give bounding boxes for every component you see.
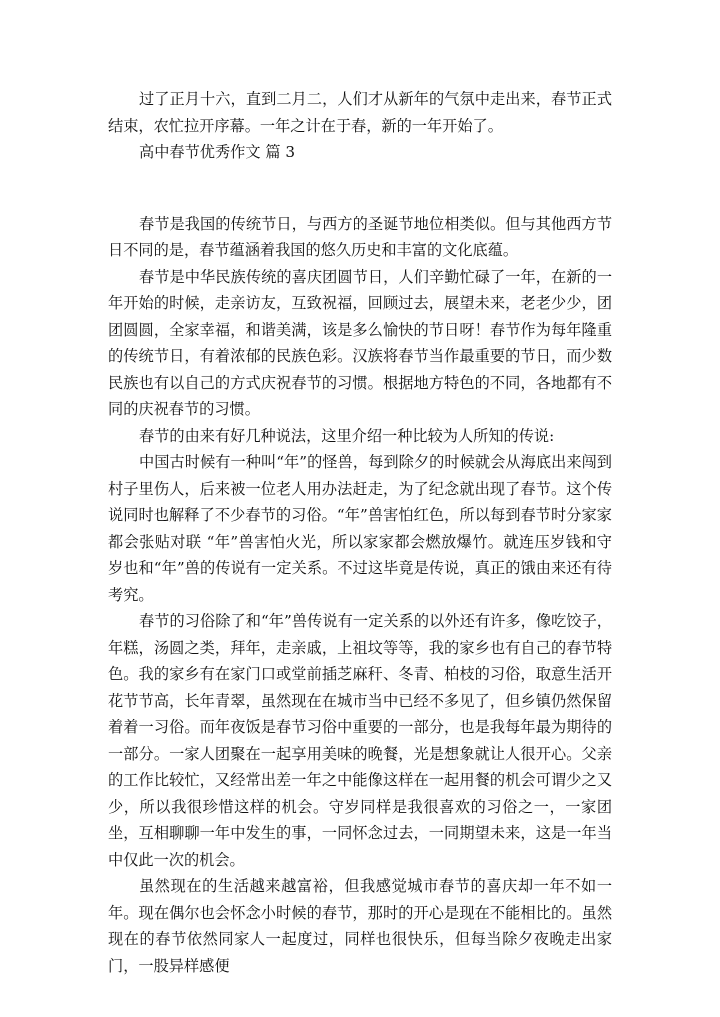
paragraph-6: 虽然现在的生活越来越富裕，但我感觉城市春节的喜庆却一年不如一年。现在偶尔也会怀念小时候的春节，那时的开心是现在不能相比的。虽然现在的春节依然同家人一起度过，同样也很快乐，但每当除夕夜晚走出家门，一股异样感便 — [108, 877, 612, 975]
section-spacer — [108, 166, 612, 211]
document-body — [108, 86, 612, 979]
paragraph-5: 春节的习俗除了和“年”兽传说有一定关系的以外还有许多，像吃饺子，年糕，汤圆之类，拜年，走亲戚，上祖坟等等，我的家乡也有自己的春节特色。我的家乡有在家门口或堂前插芝麻秆、冬青、柏枝的习俗，取意生活开花节节高，长年青翠，虽然现在在城市当中已经不多见了，但乡镇仍然保留着着一习俗。而年夜饭是春节习俗中重要的一部分，也是我每年最为期待的一部分。一家人团聚在一起享用美味的晚餐，光是想象就让人很开心。父亲的工作比较忙，又经常出差一年之中能像这样在一起用餐的机会可谓少之又少，所以我很珍惜这样的机会。守岁同样是我很喜欢的习俗之一，一家团坐，互相聊聊一年中发生的事，一同怀念过去，一同期望未来，这是一年当中仅此一次的机会。 — [108, 612, 612, 869]
paragraph-3: 春节的由来有好几种说法，这里介绍一种比较为人所知的传说: — [139, 426, 555, 445]
paragraph-intro: 过了正月十六，直到二月二，人们才从新年的气氛中走出来，春节正式结束，农忙拉开序幕。一年之计在于春，新的一年开始了。 — [108, 90, 612, 135]
section-title: 高中春节优秀作文 篇 3 — [139, 143, 296, 161]
paragraph-1: 春节是我国的传统节日，与西方的圣诞节地位相类似。但与其他西方节日不同的是，春节蕴涵着我国的悠久历史和丰富的文化底蕴。 — [108, 214, 612, 259]
paragraph-4: 中国古时候有一种叫“年”的怪兽，每到除夕的时候就会从海底出来闯到村子里伤人，后来被一位老人用办法赶走，为了纪念就出现了春节。这个传说同时也解释了不少春节的习俗。“年”兽害怕红色，所以每到春节时分家家都会张贴对联 “年”兽害怕火光，所以家家都会燃放爆竹。就连压岁钱和守岁也和“年”兽的传说有一定关系。不过这毕竟是传说，真正的饿由来还有待考究。 — [108, 453, 612, 604]
paragraph-2: 春节是中华民族传统的喜庆团圆节日，人们辛勤忙碌了一年，在新的一年开始的时候，走亲访友，互致祝福，回顾过去，展望未来，老老少少，团团圆圆，全家幸福，和谐美满，该是多么愉快的节日呀！春节作为每年隆重的传统节日，有着浓郁的民族色彩。汉族将春节当作最重要的节日，而少数民族也有以自己的方式庆祝春节的习惯。根据地方特色的不同，各地都有不同的庆祝春节的习惯。 — [108, 267, 612, 418]
